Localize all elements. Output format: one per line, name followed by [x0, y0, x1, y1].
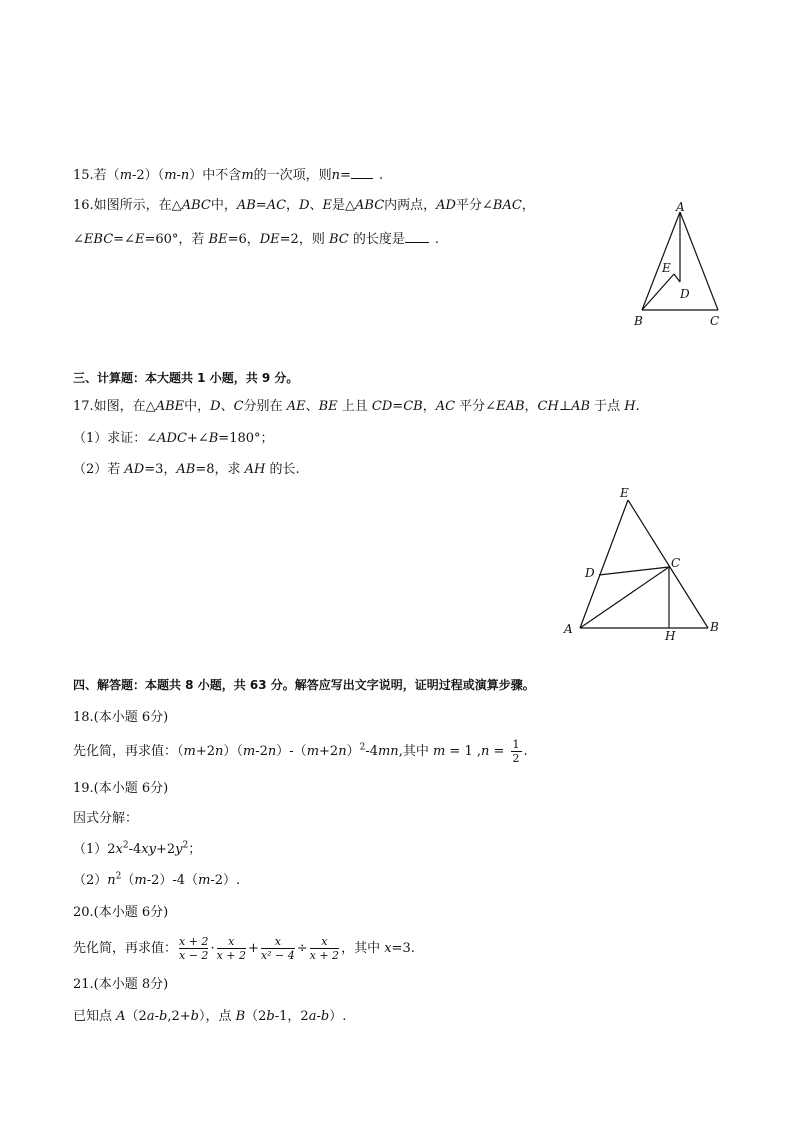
- q19-var: xy: [141, 842, 156, 857]
- q17-var: D: [210, 399, 221, 414]
- fraction-denominator: x + 2: [216, 949, 246, 962]
- q16-var: DE: [259, 232, 280, 247]
- q15-var: m: [241, 168, 254, 183]
- q15-text: ）中不含: [189, 168, 242, 183]
- q16-text: =60°，若: [144, 232, 209, 247]
- q18-text: = 1 ,: [445, 744, 481, 759]
- q19-var: n: [107, 873, 116, 888]
- q18-var: m: [306, 744, 320, 759]
- q21-text: -1，2: [274, 1009, 309, 1024]
- section-4-heading: 四、解答题：本题共 8 小题，共 63 分。解答应写出文字说明，证明过程或演算步骤。: [73, 678, 535, 692]
- q17-var: AH: [244, 462, 266, 477]
- q16-text: 、: [309, 198, 323, 213]
- q16-var: ABC: [355, 198, 385, 213]
- q18-exponent: 2: [359, 742, 366, 753]
- fraction-numerator: 1: [512, 738, 520, 751]
- segment-ab: [642, 212, 680, 310]
- q17-text: 分别在: [243, 399, 287, 414]
- q18-text: -4: [365, 744, 378, 759]
- q17-var: CB: [403, 399, 423, 414]
- q16-text: ，: [286, 198, 300, 213]
- q18-text: ）-（: [276, 744, 307, 759]
- q17-var: AB: [571, 399, 591, 414]
- q19-var: x: [115, 842, 123, 857]
- q21-text: ,2+: [167, 1009, 191, 1024]
- q17-text: （2）若: [73, 462, 125, 477]
- q19-var: m: [134, 873, 147, 888]
- q18-text: -2: [255, 744, 268, 759]
- label-a: A: [564, 622, 573, 636]
- q16-text: 中，: [210, 198, 237, 213]
- q15-text: .: [378, 168, 384, 183]
- q17-text: ，: [422, 399, 436, 414]
- q18-var: m: [242, 744, 256, 759]
- question-19-part-1: [73, 841, 201, 859]
- q19-text: （1）2: [73, 842, 116, 857]
- q21-var: A: [116, 1009, 126, 1024]
- q16-text: =6，: [227, 232, 260, 247]
- q17-var: ADC: [157, 431, 187, 446]
- question-15: [73, 165, 383, 185]
- q21-text: （2: [245, 1009, 267, 1024]
- q20-operator: ÷: [296, 941, 308, 956]
- fraction-4: [310, 935, 339, 962]
- q17-text: 于点: [590, 399, 625, 414]
- q21-var: a: [308, 1009, 317, 1024]
- section-3-heading: 三、计算题：本大题共 1 小题，共 9 分。: [73, 371, 299, 385]
- q17-text: ⊥: [558, 399, 572, 414]
- label-c: C: [671, 556, 681, 570]
- question-19-part-2: [73, 872, 240, 890]
- q16-var: AD: [436, 198, 456, 213]
- question-20-heading: 20.(本小题 6分): [73, 905, 169, 920]
- q19-exponent: 2: [182, 840, 189, 851]
- q19-text: -2）-4（: [146, 873, 199, 888]
- q21-var: B: [235, 1009, 246, 1024]
- fraction-denominator: x² − 4: [260, 949, 295, 962]
- q17-text: 平分∠: [455, 399, 497, 414]
- q16-var: EBC: [83, 232, 114, 247]
- q18-var: n: [267, 744, 277, 759]
- q17-text: =: [392, 399, 404, 414]
- q18-text: +2: [195, 744, 216, 759]
- q17-var: EAB: [496, 399, 525, 414]
- q21-var: a: [146, 1009, 155, 1024]
- q20-operator: +: [248, 941, 259, 956]
- figure-q16: [630, 198, 730, 333]
- q18-var: mn: [377, 744, 399, 759]
- question-17-part-1: [73, 430, 274, 448]
- q17-text: 、: [220, 399, 234, 414]
- label-a: A: [676, 200, 685, 214]
- q15-text: -2）（: [132, 168, 165, 183]
- q16-text: 16.如图所示，在△: [73, 198, 182, 213]
- q20-text: =3.: [391, 941, 415, 956]
- question-19-heading: 19.(本小题 6分): [73, 781, 169, 796]
- q20-operator: ·: [210, 941, 215, 956]
- q18-text: ）: [346, 744, 360, 759]
- q19-var: m: [198, 873, 211, 888]
- q16-var: E: [134, 232, 145, 247]
- q17-var: BE: [318, 399, 338, 414]
- question-17: [73, 398, 640, 416]
- q21-text: 已知点: [73, 1009, 117, 1024]
- q17-text: 中，: [184, 399, 211, 414]
- q15-var: n: [180, 168, 190, 183]
- q16-text: =: [255, 198, 267, 213]
- q21-var: b: [266, 1009, 275, 1024]
- q18-var: m: [432, 744, 446, 759]
- q16-text: 平分∠: [455, 198, 493, 213]
- q15-var: m: [119, 168, 133, 183]
- q21-var: b: [190, 1009, 199, 1024]
- question-17-part-2: [73, 461, 300, 479]
- q15-var: n: [331, 168, 341, 183]
- q17-text: 上且: [337, 399, 372, 414]
- q16-var: E: [322, 198, 333, 213]
- q18-text: 先化简，再求值：（: [73, 744, 184, 759]
- q18-text: =: [489, 744, 509, 759]
- q18-text: ）（: [223, 744, 243, 759]
- q16-var: BC: [328, 232, 349, 247]
- q21-text: -: [316, 1009, 321, 1024]
- q19-text: +2: [155, 842, 176, 857]
- label-e: E: [662, 261, 671, 275]
- q15-text: -: [176, 168, 181, 183]
- q16-text: 内两点，: [384, 198, 437, 213]
- q18-var: n: [338, 744, 347, 759]
- segment-be: [642, 274, 674, 310]
- label-e: E: [620, 486, 629, 500]
- q21-text: -: [154, 1009, 159, 1024]
- fraction-numerator: x: [310, 935, 339, 949]
- segment-eb: [628, 500, 708, 628]
- q16-var: BE: [208, 232, 228, 247]
- q19-text: -2）.: [210, 873, 241, 888]
- q17-var: AB: [176, 462, 196, 477]
- q20-text: ，其中: [341, 941, 385, 956]
- q19-text: （: [121, 873, 135, 888]
- q17-var: AD: [124, 462, 145, 477]
- q16-var: D: [299, 198, 310, 213]
- figure-q17: [560, 485, 725, 645]
- q15-text: =: [340, 168, 351, 183]
- fraction-numerator: x: [261, 935, 295, 949]
- q18-text: +2: [319, 744, 339, 759]
- q19-exponent: 2: [122, 840, 129, 851]
- q17-text: 的长.: [265, 462, 300, 477]
- q16-text: 的长度是: [348, 232, 405, 247]
- q18-text: ,其中: [398, 744, 433, 759]
- q19-text: （2）: [73, 873, 108, 888]
- q17-text: +∠: [186, 431, 209, 446]
- q17-var: H: [624, 399, 636, 414]
- q16-var: ABC: [181, 198, 211, 213]
- segment-ae: [580, 500, 628, 628]
- q21-text: ）.: [329, 1009, 347, 1024]
- q15-var: m: [164, 168, 177, 183]
- q17-text: ，: [524, 399, 538, 414]
- q17-text: .: [635, 399, 640, 414]
- q16-text: .: [434, 232, 439, 247]
- question-21-heading: 21.(本小题 8分): [73, 977, 169, 992]
- fraction-denominator: 2: [512, 752, 520, 765]
- label-h: H: [665, 629, 676, 643]
- question-21-body: [73, 1008, 346, 1026]
- q17-var: AC: [435, 399, 456, 414]
- fraction-2: [217, 935, 246, 962]
- q16-text: ，: [521, 198, 535, 213]
- q19-text: -4: [128, 842, 142, 857]
- q16-text: ∠: [73, 232, 84, 247]
- q18-text: .: [523, 744, 528, 759]
- q17-var: B: [208, 431, 219, 446]
- q17-text: （1）求证：∠: [73, 431, 158, 446]
- segment-ed: [674, 274, 680, 282]
- q16-var: AC: [266, 198, 287, 213]
- label-d: D: [680, 287, 690, 301]
- q16-var: BAC: [492, 198, 522, 213]
- q21-text: （2: [125, 1009, 147, 1024]
- q18-var: n: [480, 744, 490, 759]
- q16-var: AB: [236, 198, 256, 213]
- fraction-3: [261, 935, 295, 962]
- q17-var: AE: [286, 399, 306, 414]
- fraction-one-half: [511, 738, 522, 765]
- label-d: D: [585, 566, 595, 580]
- fraction-denominator: x + 2: [309, 949, 340, 962]
- q17-var: C: [233, 399, 244, 414]
- q17-text: =180°；: [218, 431, 274, 446]
- answer-blank[interactable]: [351, 165, 373, 179]
- fraction-numerator: x + 2: [179, 935, 209, 948]
- q17-text: =8，求: [195, 462, 245, 477]
- q15-text: 15.若（: [73, 168, 120, 183]
- q17-var: CD: [371, 399, 393, 414]
- q18-var: n: [215, 744, 224, 759]
- q21-var: b: [158, 1009, 168, 1024]
- fraction-denominator: x − 2: [179, 949, 209, 962]
- answer-blank[interactable]: [405, 229, 429, 243]
- q16-text: 是△: [332, 198, 356, 213]
- q19-exponent: 2: [115, 871, 122, 882]
- label-b: B: [710, 620, 719, 634]
- fraction-1: [179, 935, 208, 962]
- q17-var: CH: [537, 399, 559, 414]
- question-18-body: [73, 738, 528, 765]
- label-c: C: [710, 314, 720, 328]
- question-18-heading: 18.(本小题 6分): [73, 710, 169, 725]
- q19-text: ；: [188, 842, 202, 857]
- q17-text: =3，: [144, 462, 177, 477]
- q20-var: x: [384, 941, 392, 956]
- q21-var: b: [320, 1009, 330, 1024]
- question-20-body: [73, 934, 415, 964]
- q16-text: =2，则: [279, 232, 329, 247]
- question-16-line-1: [73, 197, 535, 215]
- question-16-line-2: [73, 229, 439, 249]
- q17-text: 17.如图，在△: [73, 399, 156, 414]
- q17-var: ABE: [155, 399, 185, 414]
- q19-var: y: [175, 842, 183, 857]
- q20-text: 先化简，再求值：: [73, 941, 178, 956]
- q16-text: =∠: [113, 232, 135, 247]
- q18-var: m: [183, 744, 196, 759]
- label-b: B: [634, 314, 643, 328]
- q21-text: ），点: [198, 1009, 236, 1024]
- q17-text: 、: [305, 399, 319, 414]
- q15-text: 的一次项，则: [253, 168, 332, 183]
- fraction-numerator: x: [217, 935, 246, 949]
- question-19-intro: 因式分解：: [73, 811, 139, 826]
